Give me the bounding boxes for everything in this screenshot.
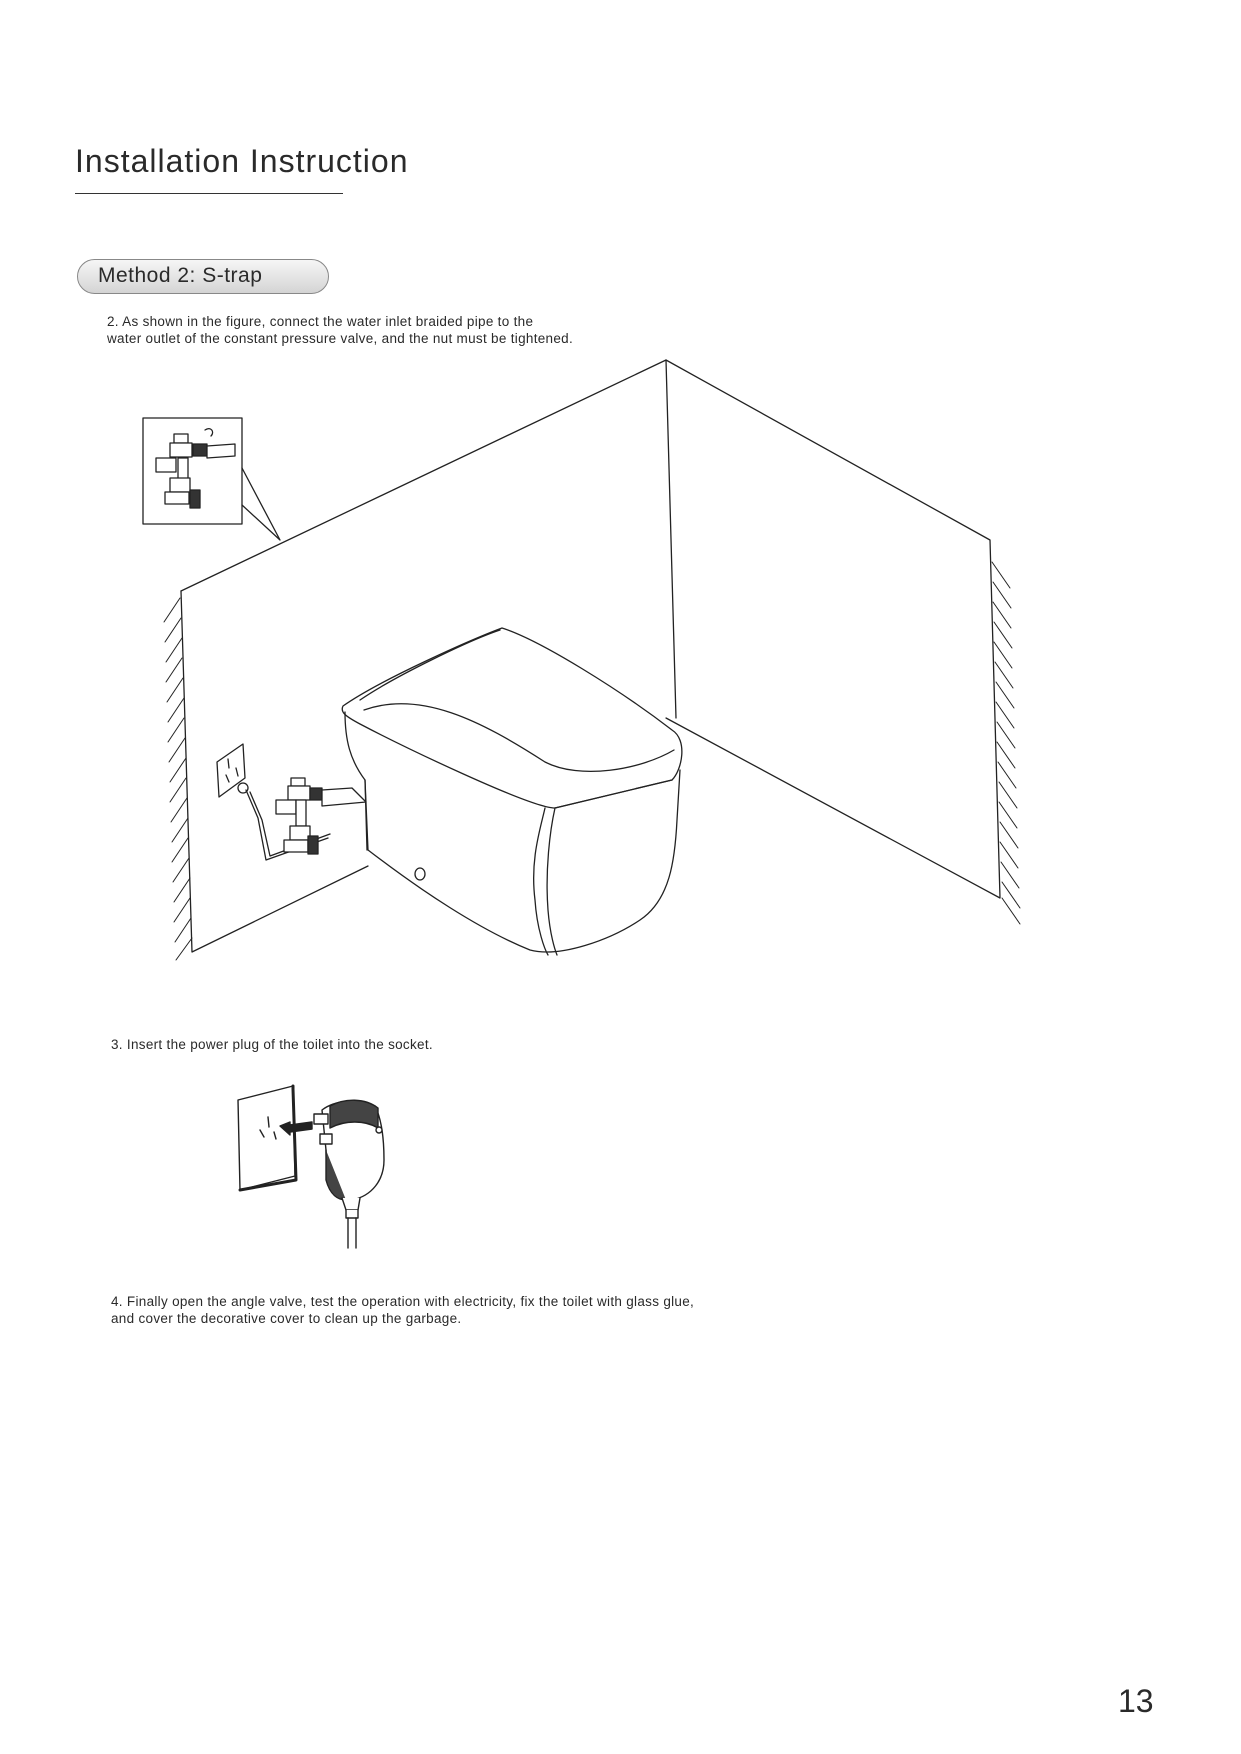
step-4-line-1: 4. Finally open the angle valve, test the operation with electricity, fix the toilet with glass glue,	[111, 1294, 695, 1309]
step-4-line-2: and cover the decorative cover to clean up the garbage.	[111, 1311, 462, 1326]
method-label: Method 2: S-trap	[98, 264, 263, 287]
wall-socket	[238, 1086, 296, 1190]
step-2-line-2: water outlet of the constant pressure valve, and the nut must be tightened.	[107, 331, 574, 346]
step-2-line-1: 2. As shown in the figure, connect the water inlet braided pipe to the	[107, 314, 534, 329]
step-4-text	[111, 1293, 694, 1327]
page-title: Installation Instruction	[75, 143, 409, 179]
page-number: 13	[1118, 1683, 1154, 1719]
power-plug	[314, 1100, 384, 1248]
step-3-line-1: 3. Insert the power plug of the toilet into the socket.	[111, 1037, 433, 1052]
